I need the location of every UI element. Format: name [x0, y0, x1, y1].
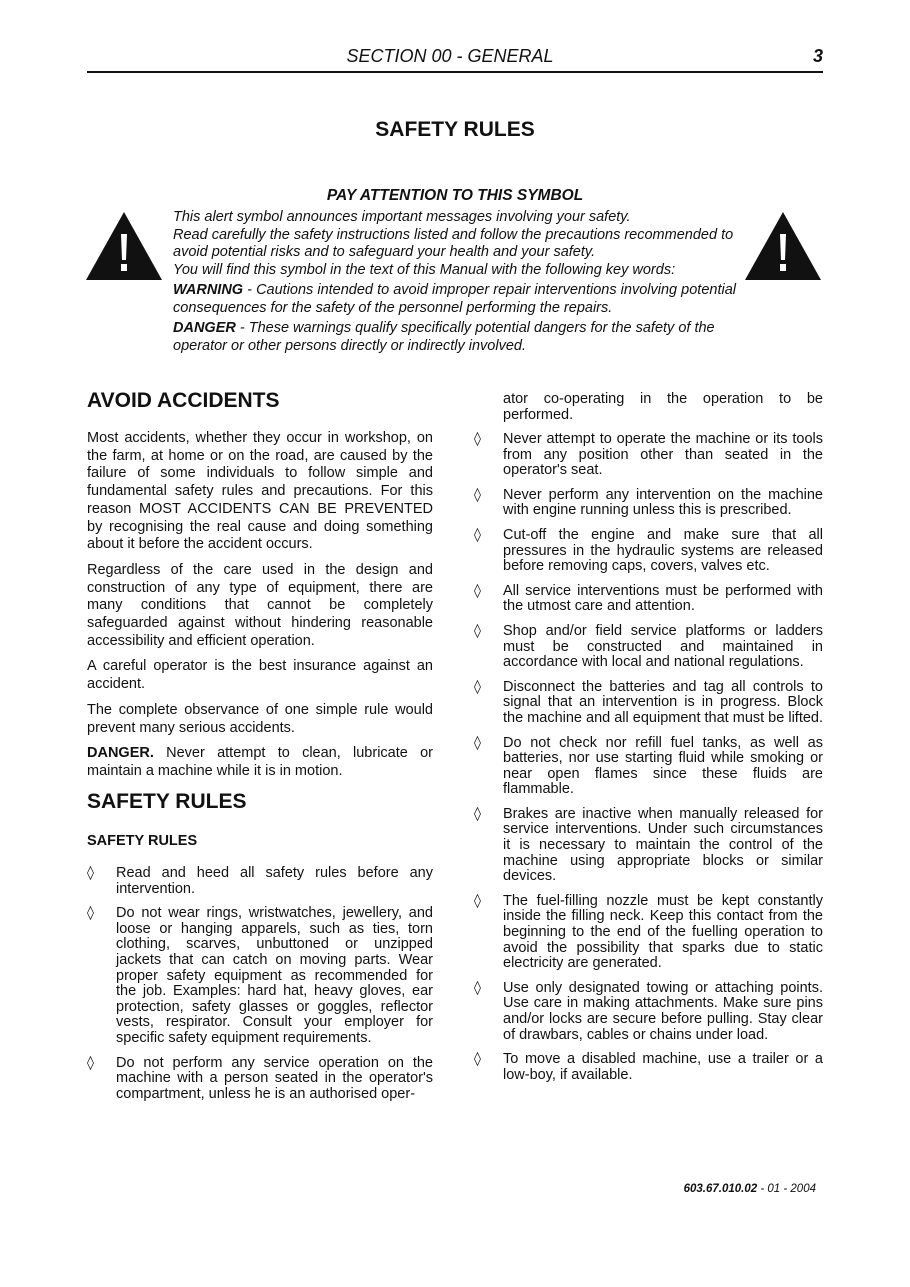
page-title: SAFETY RULES	[375, 118, 535, 141]
diamond-bullet-icon: ◊	[474, 431, 481, 447]
diamond-bullet-icon: ◊	[474, 678, 481, 695]
warning-label: WARNING	[173, 282, 244, 298]
warning-triangle-icon	[86, 212, 162, 280]
alert-line: Read carefully the safety instructions listed and follow the precautions recommended to avoid potential risks and to safeguard your health and your safety.	[173, 226, 734, 260]
list-item: ◊ Do not wear rings, wristwatches, jewellery, and loose or hanging apparels, such as ties, torn clothing, scarves, unbuttoned or unzipped jackets that can catch on moving parts. Wear proper safety equipment as recommended for the job. Examples: hard hat, heavy gloves, ear protection, safety glasses or goggles, reflector vests, respirator. Consult your employer for specific safety equipment requirements.	[87, 905, 433, 1046]
danger-note-text: Never attempt to clean, lubricate or maintain a machine while it is in motion.	[87, 745, 433, 779]
warning-text: - Cautions intended to avoid improper repair interventions involving potential consequences for the safety of the personnel performing the repairs.	[173, 282, 736, 316]
page-number: 3	[812, 46, 823, 66]
alert-line: This alert symbol announces important messages involving your safety.	[173, 209, 631, 225]
diamond-bullet-icon: ◊	[474, 734, 481, 751]
list-item: ◊ Do not check nor refill fuel tanks, as well as batteries, nor use starting fluid while smoking or near open flames since these fluids are flammable.	[474, 734, 823, 798]
document-number: 603.67.010.02	[683, 1183, 758, 1195]
paragraph: Regardless of the care used in the design and construction of any type of equipment, there are many conditions that cannot be completely safeguarded against without hindering reasonable accessibility and efficient operation.	[87, 561, 433, 649]
diamond-bullet-icon: ◊	[87, 865, 94, 881]
diamond-bullet-icon: ◊	[474, 805, 481, 822]
danger-text: - These warnings qualify specifically potential dangers for the safety of the operator or other persons directly or indirectly involved.	[173, 320, 715, 354]
safety-rules-heading: SAFETY RULES	[87, 790, 247, 813]
danger-label: DANGER	[173, 320, 236, 336]
diamond-bullet-icon: ◊	[474, 526, 481, 543]
list-item: ◊ Disconnect the batteries and tag all controls to signal that an intervention is in progress. Block the machine and all equipment that must be lifted.	[474, 678, 823, 726]
warning-definition	[173, 282, 736, 317]
list-item: ◊ Read and heed all safety rules before any intervention.	[87, 865, 433, 897]
diamond-bullet-icon: ◊	[474, 1051, 481, 1068]
safety-rules-section	[87, 790, 433, 814]
list-item: ◊ Never attempt to operate the machine or its tools from any position other than seated in the operator's seat.	[474, 431, 823, 479]
safety-rules-subheading: SAFETY RULES	[87, 833, 198, 849]
list-item: ◊ The fuel-filling nozzle must be kept constantly inside the filling neck. Keep this contact from the beginning to the end of the fuelling operation to avoid the possibility that sparks due to static electricity are generated.	[474, 892, 823, 972]
danger-note	[87, 745, 433, 780]
diamond-bullet-icon: ◊	[474, 622, 481, 639]
alert-heading: PAY ATTENTION TO THIS SYMBOL	[326, 187, 584, 204]
section-title: SECTION 00 - GENERAL	[346, 46, 554, 66]
diamond-bullet-icon: ◊	[474, 979, 481, 996]
diamond-bullet-icon: ◊	[474, 582, 481, 599]
document-code	[600, 1183, 816, 1195]
safety-rules-subsection	[87, 833, 433, 849]
danger-note-label: DANGER.	[87, 745, 154, 762]
list-item: ◊ To move a disabled machine, use a trailer or a low-boy, if available.	[474, 1051, 823, 1083]
paragraph: The complete observance of one simple rule would prevent many serious accidents.	[87, 701, 433, 736]
diamond-bullet-icon: ◊	[87, 905, 94, 922]
alert-line: You will find this symbol in the text of this Manual with the following key words:	[173, 261, 676, 278]
danger-definition	[173, 320, 736, 355]
paragraph: Most accidents, whether they occur in workshop, on the farm, at home or on the road, are caused by the failure of some individuals to follow simple and fundamental safety rules and precautions. For this reason MOST ACCIDENTS CAN BE PREVENTED by recognising the real cause and doing something about it before the accident occurs.	[87, 430, 433, 553]
list-item: ◊ Shop and/or field service platforms or ladders must be constructed and maintained in accordance with local and national regulations.	[474, 622, 823, 671]
diamond-bullet-icon: ◊	[474, 486, 481, 503]
list-item: ◊ Never perform any intervention on the machine with engine running unless this is prescribed.	[474, 486, 823, 519]
list-item-continuation: ator co-operating in the operation to be performed.	[503, 391, 823, 423]
list-item: ◊ Brakes are inactive when manually released for service interventions. Under such circumstances it is necessary to maintain the control of the machine using appropriate blocks or similar devices.	[474, 805, 823, 885]
list-item: ◊ Do not perform any service operation on the machine with a person seated in the operator's compartment, unless he is an authorised oper-	[87, 1054, 433, 1102]
left-column	[87, 389, 433, 789]
left-rule-list	[87, 866, 433, 1111]
diamond-bullet-icon: ◊	[87, 1054, 94, 1071]
list-item: ◊ Use only designated towing or attaching points. Use care in making attachments. Make sure pins and/or locks are secure before pulling. Stay clear of drawbars, cables or chains under load.	[474, 979, 823, 1043]
diamond-bullet-icon: ◊	[474, 892, 481, 909]
right-column	[474, 391, 823, 1092]
document-date: - 01 - 2004	[757, 1183, 816, 1195]
paragraph: A careful operator is the best insurance against an accident.	[87, 658, 433, 693]
alert-text	[173, 209, 736, 355]
warning-triangle-icon	[745, 212, 821, 280]
header-divider	[87, 71, 823, 73]
list-item: ◊ All service interventions must be performed with the utmost care and attention.	[474, 582, 823, 615]
avoid-accidents-heading: AVOID ACCIDENTS	[87, 389, 280, 412]
list-item: ◊ Cut-off the engine and make sure that all pressures in the hydraulic systems are released before removing caps, covers, valves etc.	[474, 526, 823, 575]
